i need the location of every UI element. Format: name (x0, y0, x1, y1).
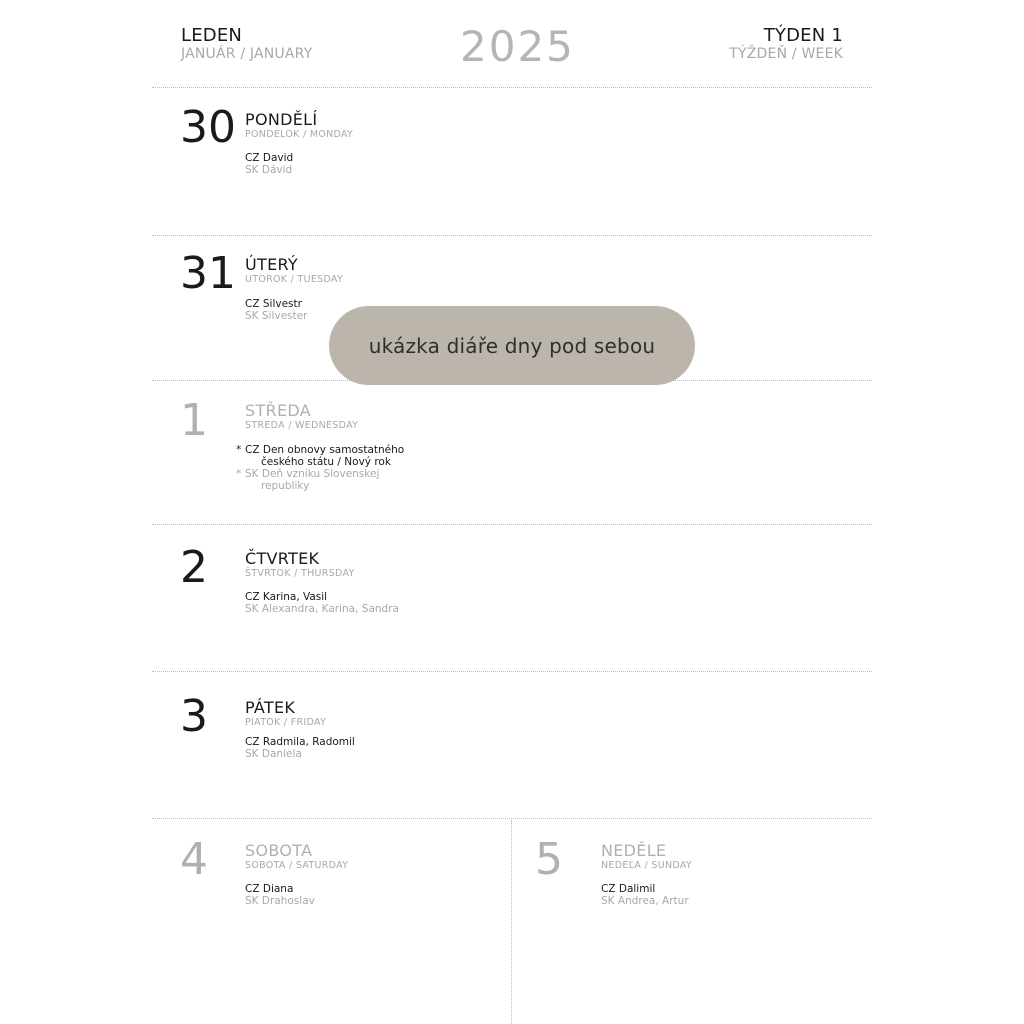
day-block-friday (245, 698, 355, 760)
day-name: SOBOTA (245, 841, 313, 860)
divider-header (152, 87, 872, 88)
day-number: 31 (180, 248, 236, 299)
nameday-cz: CZ Dalimil (601, 883, 656, 895)
nameday-sk: SK Daniela (245, 748, 302, 760)
day-number: 4 (180, 834, 208, 885)
holiday-cz (236, 444, 405, 468)
nameday-sk: SK Andrea, Artur (601, 895, 689, 907)
day-subtitle: UTOROK / TUESDAY (245, 274, 344, 285)
day-number: 2 (180, 542, 208, 593)
day-name: NEDĚLE (601, 841, 667, 860)
nameday-cz: CZ Diana (245, 883, 294, 895)
day-name: ÚTERÝ (245, 255, 298, 274)
day-name: PONDĚLÍ (245, 110, 318, 129)
day-subtitle: STREDA / WEDNESDAY (245, 420, 359, 431)
day-subtitle: PIATOK / FRIDAY (245, 717, 327, 728)
day-number: 3 (180, 691, 208, 742)
divider (152, 235, 872, 236)
nameday-sk: SK Silvester (245, 310, 308, 322)
nameday-cz: CZ Karina, Vasil (245, 591, 328, 603)
week-title: TÝDEN 1 (763, 25, 843, 46)
nameday-sk: SK Dávid (245, 164, 293, 176)
preview-label-pill: ukázka diáře dny pod sebou (329, 306, 695, 385)
divider (152, 524, 872, 525)
week-subtitle: TÝŽDEŇ / WEEK (729, 46, 843, 62)
divider (152, 818, 872, 819)
weekend-divider (511, 820, 512, 1024)
day-subtitle: PONDELOK / MONDAY (245, 129, 354, 140)
day-subtitle: NEDEĽA / SUNDAY (601, 860, 692, 871)
day-block-tuesday (245, 255, 343, 322)
nameday-cz: CZ David (245, 152, 294, 164)
holiday-marker: * (236, 444, 242, 456)
day-name: ČTVRTEK (245, 549, 320, 568)
nameday-sk: SK Drahoslav (245, 895, 315, 907)
holiday-marker: * (236, 468, 242, 480)
month-subtitle: JANUÁR / JANUARY (181, 46, 313, 62)
year-label: 2025 (460, 22, 575, 71)
day-block-wednesday (236, 401, 405, 492)
divider (152, 671, 872, 672)
day-subtitle: ŠTVRTOK / THURSDAY (245, 568, 355, 579)
day-block-thursday (245, 549, 399, 615)
day-name: STŘEDA (245, 401, 311, 420)
day-number: 5 (535, 834, 563, 885)
day-name: PÁTEK (245, 698, 296, 717)
holiday-sk-line: republiky (261, 480, 310, 492)
day-block-monday (245, 110, 353, 176)
day-number: 30 (180, 102, 236, 153)
holiday-cz-line: CZ Den obnovy samostatného (245, 444, 405, 456)
nameday-cz: CZ Silvestr (245, 298, 302, 310)
holiday-sk-line: SK Deň vzniku Slovenskej (245, 468, 380, 480)
day-subtitle: SOBOTA / SATURDAY (245, 860, 349, 871)
holiday-sk (236, 468, 404, 492)
day-block-sunday (601, 841, 692, 907)
nameday-cz: CZ Radmila, Radomil (245, 736, 355, 748)
nameday-sk: SK Alexandra, Karina, Sandra (245, 603, 399, 615)
day-number: 1 (180, 395, 208, 446)
holiday-cz-line: českého státu / Nový rok (261, 456, 391, 468)
month-title: LEDEN (181, 25, 243, 46)
day-block-saturday (245, 841, 348, 907)
